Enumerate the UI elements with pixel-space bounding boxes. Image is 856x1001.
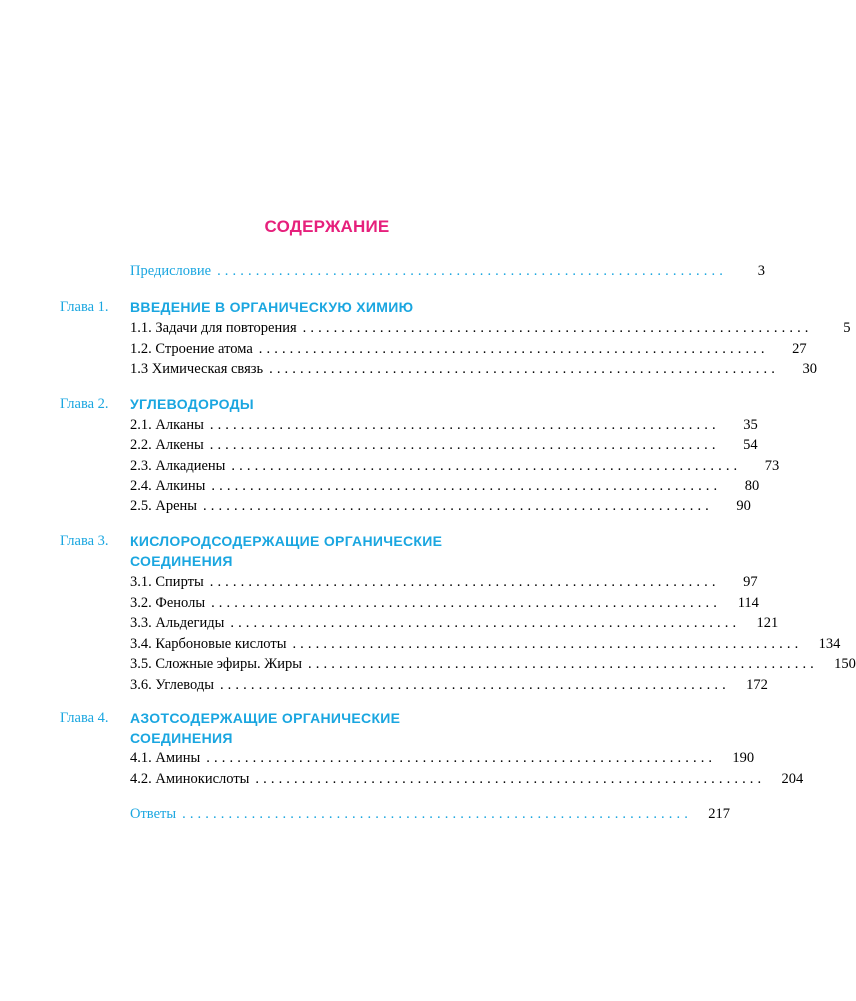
toc-entry-label: 2.2. Алкены [130,437,204,453]
toc-entry[interactable] [130,476,760,496]
dot-leader: .................................................................. [203,498,713,514]
toc-entry-label: 1.3 Химическая связь [130,361,264,377]
toc-entry-label: 1.1. Задачи для повторения [130,320,297,336]
toc-entry[interactable] [130,496,751,516]
toc-entry[interactable] [130,634,841,654]
dot-leader: .................................................................. [255,771,766,787]
dot-leader: .................................................................. [217,263,727,279]
toc-entry-page: 30 [802,361,817,377]
dot-leader: .................................................................. [206,750,717,766]
dot-leader: .................................................................. [308,656,818,672]
toc-entry[interactable] [130,675,768,695]
toc-entry-label: 2.1. Алканы [130,417,204,433]
dot-leader: .................................................................. [269,361,779,377]
toc-entry-page: 121 [756,615,779,631]
toc-entry[interactable] [130,769,804,789]
chapter-label: Глава 1. [60,299,109,315]
toc-entry-page: 114 [737,595,759,611]
toc-entry-label: 4.2. Аминокислоты [130,771,250,787]
toc-entry-label: Предисловие [130,263,212,279]
toc-entry-label: 1.2. Строение атома [130,341,253,357]
toc-entry[interactable] [130,456,780,476]
page-title: СОДЕРЖАНИЕ [264,217,390,236]
toc-entry[interactable] [130,318,851,338]
chapter-title-line-1: КИСЛОРОДСОДЕРЖАЩИЕ ОРГАНИЧЕСКИЕ [130,533,443,549]
toc-entry-label: 3.5. Сложные эфиры. Жиры [130,656,303,672]
toc-entry-page: 73 [764,458,780,474]
chapter-label: Глава 4. [60,710,109,726]
dot-leader: .................................................................. [211,478,722,494]
toc-entry-page: 3 [757,263,765,279]
toc-entry-label: 3.1. Спирты [130,574,204,590]
dot-leader: .................................................................. [258,341,769,357]
toc-entry[interactable] [130,415,758,435]
toc-entry-page: 80 [744,478,760,494]
toc-entry-label: Ответы [130,806,177,822]
toc-entry-page: 35 [743,417,758,433]
dot-leader: .................................................................. [209,417,720,433]
toc-entry-page: 54 [743,437,758,453]
toc-entry[interactable] [130,359,817,379]
dot-leader: .................................................................. [302,320,813,336]
toc-entry-label: 2.3. Алкадиены [130,458,226,474]
toc-entry[interactable] [130,613,779,633]
toc-entry-preface[interactable] [130,261,765,281]
toc-entry-answers[interactable] [130,804,730,824]
toc-entry-label: 3.4. Карбоновые кислоты [130,636,287,652]
dot-leader: .................................................................. [209,574,720,590]
toc-entry-page: 90 [736,498,751,514]
chapter-title-line-1: АЗОТСОДЕРЖАЩИЕ ОРГАНИЧЕСКИЕ [130,710,401,726]
toc-entry[interactable] [130,572,758,592]
dot-leader: .................................................................. [211,595,721,611]
toc-entry-label: 3.2. Фенолы [130,595,206,611]
toc-entry-page: 204 [781,771,804,787]
toc-entry[interactable] [130,435,758,455]
dot-leader: .................................................................. [292,636,803,652]
chapter-title-line-2: СОЕДИНЕНИЯ [130,730,233,746]
toc-entry-page: 217 [708,806,730,822]
toc-entry-page: 134 [818,636,841,652]
toc-entry-label: 3.3. Альдегиды [130,615,225,631]
toc-entry-label: 3.6. Углеводы [130,677,214,693]
dot-leader: .................................................................. [230,615,741,631]
dot-leader: .................................................................. [209,437,720,453]
chapter-title: ВВЕДЕНИЕ В ОРГАНИЧЕСКУЮ ХИМИЮ [130,299,414,315]
toc-entry-page: 150 [834,656,856,672]
toc-entry[interactable] [130,654,856,674]
chapter-label: Глава 2. [60,396,109,412]
dot-leader: .................................................................. [231,458,742,474]
toc-entry-label: 4.1. Амины [130,750,201,766]
toc-entry-page: 27 [792,341,807,357]
toc-entry[interactable] [130,339,807,359]
toc-entry[interactable] [130,748,755,768]
dot-leader: .................................................................. [219,677,730,693]
chapter-label: Глава 3. [60,533,109,549]
toc-entry-page: 190 [732,750,755,766]
chapter-title: УГЛЕВОДОРОДЫ [130,396,254,412]
chapter-title-line-2: СОЕДИНЕНИЯ [130,553,233,569]
toc-entry-page: 172 [746,677,768,693]
toc-entry[interactable] [130,593,759,613]
toc-entry-label: 2.5. Арены [130,498,198,514]
toc-entry-label: 2.4. Алкины [130,478,206,494]
toc-entry-page: 5 [843,320,851,336]
toc-entry-page: 97 [743,574,758,590]
dot-leader: .................................................................. [182,806,692,822]
